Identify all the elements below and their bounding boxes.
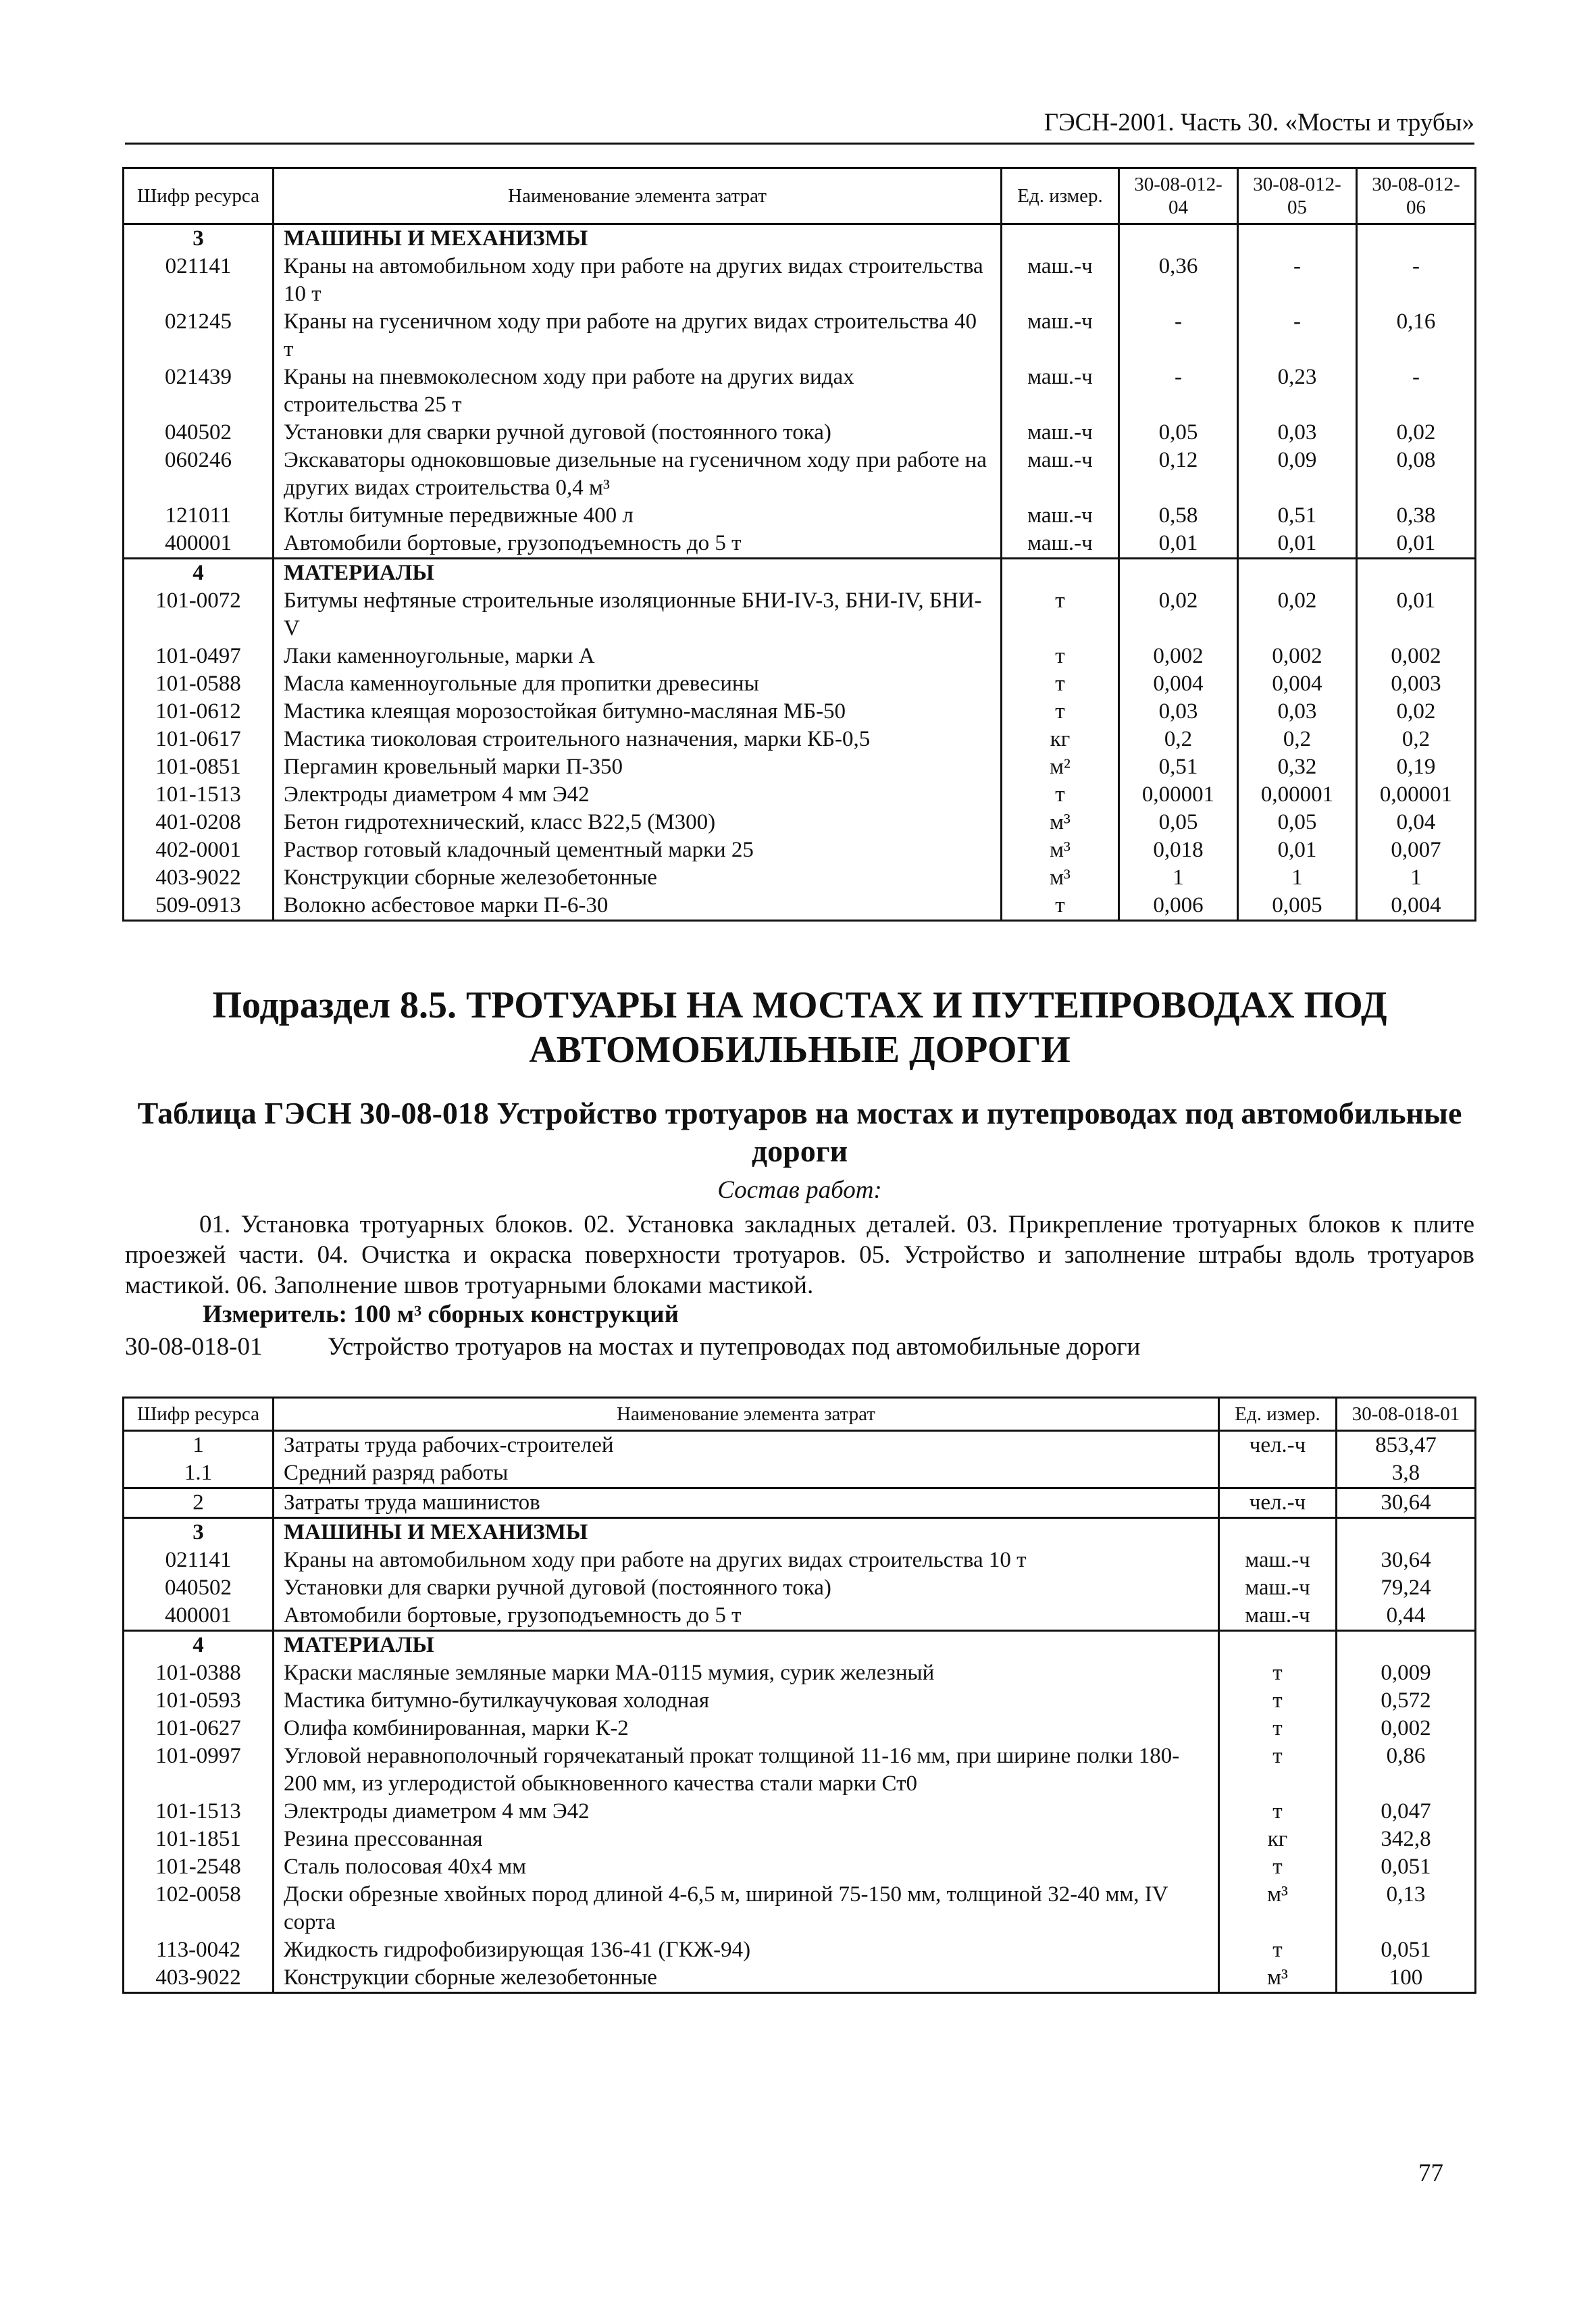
cell-code: 040502: [124, 1574, 274, 1602]
cell-unit: [1219, 1631, 1337, 1660]
cell-norm-1: 100: [1337, 1964, 1476, 1993]
cell-name: Электроды диаметром 4 мм Э42: [274, 781, 1002, 809]
cell-unit: т: [1002, 587, 1119, 643]
table-row: [124, 1546, 1476, 1574]
cell-norm-1: 0,018: [1119, 836, 1238, 864]
table-header-row: [124, 1398, 1476, 1431]
cell-norm-2: 0,005: [1238, 892, 1357, 921]
cell-norm-3: 0,04: [1357, 809, 1476, 836]
table-group: [124, 559, 1476, 921]
cell-name: МАТЕРИАЛЫ: [274, 1631, 1219, 1660]
cell-code: 2: [124, 1488, 274, 1518]
cell-norm-3: 0,02: [1357, 698, 1476, 726]
cell-unit: т: [1002, 670, 1119, 698]
cell-norm-1: 0,44: [1337, 1602, 1476, 1631]
cell-code: 101-0388: [124, 1659, 274, 1687]
cell-code: 021245: [124, 308, 274, 363]
cell-norm-3: 0,01: [1357, 530, 1476, 559]
table-group: [124, 1431, 1476, 1488]
cell-norm-1: 0,2: [1119, 726, 1238, 753]
subsection-title: Подраздел 8.5. ТРОТУАРЫ НА МОСТАХ И ПУТЕПРОВОДАХ ПОД АВТОМОБИЛЬНЫЕ ДОРОГИ: [212, 984, 1387, 1071]
cell-norm-3: 0,007: [1357, 836, 1476, 864]
cell-unit: [1219, 1518, 1337, 1547]
cell-norm-3: 0,02: [1357, 419, 1476, 447]
cell-norm-1: 0,05: [1119, 419, 1238, 447]
column-header-code: Шифр ресурса: [124, 1398, 274, 1431]
cell-norm-1: -: [1119, 363, 1238, 419]
cell-norm-1: 79,24: [1337, 1574, 1476, 1602]
cell-norm-3: 0,2: [1357, 726, 1476, 753]
cell-norm-1: 0,009: [1337, 1659, 1476, 1687]
work-composition-text: 01. Установка тротуарных блоков. 02. Установка закладных деталей. 03. Прикрепление тротуарных блоков к плите проезжей части. 04. Очистка и окраска поверхности тротуаров. 05. Устройство и заполнение штрабы вдоль тротуаров мастикой. 06. Заполнение швов тротуарными блоками мастикой.: [125, 1211, 1474, 1299]
cell-unit: м³: [1002, 809, 1119, 836]
table-group: [124, 1488, 1476, 1518]
cell-norm-1: 0,01: [1119, 530, 1238, 559]
table-row: [124, 1826, 1476, 1853]
cell-code: 101-0617: [124, 726, 274, 753]
cell-norm-3: 0,01: [1357, 587, 1476, 643]
cell-norm-3: 0,00001: [1357, 781, 1476, 809]
cell-code: 040502: [124, 419, 274, 447]
table-row: [124, 836, 1476, 864]
cell-name: Пергамин кровельный марки П-350: [274, 753, 1002, 781]
cell-unit: маш.-ч: [1219, 1546, 1337, 1574]
table-title: Таблица ГЭСН 30-08-018 Устройство тротуаров на мостах и путепроводах под автомобильные дороги: [137, 1096, 1462, 1168]
cell-norm-1: 30,64: [1337, 1546, 1476, 1574]
cell-norm-1: 0,00001: [1119, 781, 1238, 809]
cell-norm-2: 0,09: [1238, 447, 1357, 502]
table-row: [124, 447, 1476, 502]
cell-unit: т: [1002, 781, 1119, 809]
cell-unit: т: [1219, 1853, 1337, 1881]
cell-norm-3: 0,16: [1357, 308, 1476, 363]
cell-code: 4: [124, 1631, 274, 1660]
cell-code: 509-0913: [124, 892, 274, 921]
cell-code: 403-9022: [124, 1964, 274, 1993]
cell-name: МАШИНЫ И МЕХАНИЗМЫ: [274, 224, 1002, 253]
cell-name: Затраты труда рабочих-строителей: [274, 1431, 1219, 1460]
cell-unit: маш.-ч: [1219, 1602, 1337, 1631]
cell-norm-3: 0,19: [1357, 753, 1476, 781]
cell-code: 101-0593: [124, 1687, 274, 1715]
table-group: [124, 1518, 1476, 1631]
cell-norm-1: 0,051: [1337, 1936, 1476, 1964]
table-row: [124, 1574, 1476, 1602]
cell-unit: т: [1219, 1715, 1337, 1742]
cell-norm-2: 0,01: [1238, 836, 1357, 864]
table-row: [124, 726, 1476, 753]
cell-code: 1: [124, 1431, 274, 1460]
cell-name: Краски масляные земляные марки МА-0115 мумия, сурик железный: [274, 1659, 1219, 1687]
cell-norm-1: 0,02: [1119, 587, 1238, 643]
cell-name: Раствор готовый кладочный цементный марки 25: [274, 836, 1002, 864]
table-row: [124, 502, 1476, 530]
cell-name: Автомобили бортовые, грузоподъемность до 5 т: [274, 530, 1002, 559]
cell-code: 021439: [124, 363, 274, 419]
cell-norm-1: 0,36: [1119, 253, 1238, 308]
cell-unit: маш.-ч: [1002, 363, 1119, 419]
table-row: [124, 1853, 1476, 1881]
norm-name: Устройство тротуаров на мостах и путепроводах под автомобильные дороги: [328, 1333, 1141, 1361]
cell-norm-3: 0,38: [1357, 502, 1476, 530]
table-row: [124, 781, 1476, 809]
cell-name: Угловой неравнополочный горячекатаный прокат толщиной 11-16 мм, при ширине полки 180-200 мм, из углеродистой обыкновенного качества стали марки Ст0: [274, 1742, 1219, 1798]
cell-name: Мастика битумно-бутилкаучуковая холодная: [274, 1687, 1219, 1715]
cell-code: 101-2548: [124, 1853, 274, 1881]
cell-norm-3: -: [1357, 253, 1476, 308]
cell-unit: м³: [1002, 836, 1119, 864]
table-group: [124, 224, 1476, 559]
table-row: [124, 892, 1476, 921]
table-row: [124, 753, 1476, 781]
cell-code: 021141: [124, 253, 274, 308]
cell-unit: маш.-ч: [1002, 419, 1119, 447]
cell-name: Волокно асбестовое марки П-6-30: [274, 892, 1002, 921]
cell-norm-1: 0,006: [1119, 892, 1238, 921]
cell-unit: т: [1219, 1659, 1337, 1687]
cell-name: Краны на автомобильном ходу при работе на других видах строительства 10 т: [274, 1546, 1219, 1574]
cell-name: Доски обрезные хвойных пород длиной 4-6,5 м, шириной 75-150 мм, толщиной 32-40 мм, IV сорта: [274, 1881, 1219, 1936]
cell-code: 060246: [124, 447, 274, 502]
cell-norm-1: 0,51: [1119, 753, 1238, 781]
table-row: [124, 1602, 1476, 1631]
cell-norm-1: 0,03: [1119, 698, 1238, 726]
cell-name: Масла каменноугольные для пропитки древесины: [274, 670, 1002, 698]
cell-norm-2: -: [1238, 308, 1357, 363]
cell-norm-1: 0,004: [1119, 670, 1238, 698]
cell-code: 101-0851: [124, 753, 274, 781]
cell-norm-2: 0,01: [1238, 530, 1357, 559]
cell-unit: т: [1002, 643, 1119, 670]
cell-norm-2: 0,2: [1238, 726, 1357, 753]
cell-norm-1: 342,8: [1337, 1826, 1476, 1853]
cell-norm-2: 0,004: [1238, 670, 1357, 698]
cell-name: Битумы нефтяные строительные изоляционные БНИ-IV-3, БНИ-IV, БНИ-V: [274, 587, 1002, 643]
cell-unit: кг: [1219, 1826, 1337, 1853]
cell-name: Краны на пневмоколесном ходу при работе на других видах строительства 25 т: [274, 363, 1002, 419]
cell-name: Конструкции сборные железобетонные: [274, 864, 1002, 892]
cell-name: Мастика клеящая морозостойкая битумно-масляная МБ-50: [274, 698, 1002, 726]
cell-code: 101-1513: [124, 781, 274, 809]
cell-code: 400001: [124, 1602, 274, 1631]
page-number: 77: [1418, 2159, 1443, 2187]
running-header: [125, 108, 1474, 145]
table-header-row: [124, 168, 1476, 224]
cell-norm-1: 0,002: [1337, 1715, 1476, 1742]
norm-code: 30-08-018-01: [125, 1333, 263, 1361]
work-composition-label: Состав работ:: [717, 1176, 882, 1204]
cell-name: Мастика тиоколовая строительного назначения, марки КБ-0,5: [274, 726, 1002, 753]
column-header-unit: Ед. измер.: [1219, 1398, 1337, 1431]
column-header-norm-1: 30-08-018-01: [1337, 1398, 1476, 1431]
cell-norm-2: 0,00001: [1238, 781, 1357, 809]
cell-norm-1: 0,58: [1119, 502, 1238, 530]
cell-norm-1: 1: [1119, 864, 1238, 892]
cell-name: Сталь полосовая 40х4 мм: [274, 1853, 1219, 1881]
cell-unit: м³: [1219, 1964, 1337, 1993]
running-title: ГЭСН-2001. Часть 30. «Мосты и трубы»: [1044, 109, 1474, 136]
cell-code: 102-0058: [124, 1881, 274, 1936]
table-row: [124, 670, 1476, 698]
cell-norm-3: [1357, 224, 1476, 253]
cell-name: Олифа комбинированная, марки К-2: [274, 1715, 1219, 1742]
cell-name: Краны на гусеничном ходу при работе на других видах строительства 40 т: [274, 308, 1002, 363]
cell-norm-1: 0,12: [1119, 447, 1238, 502]
resource-table-012: [122, 167, 1476, 922]
cell-unit: [1219, 1459, 1337, 1488]
cell-name: Конструкции сборные железобетонные: [274, 1964, 1219, 1993]
cell-norm-2: 1: [1238, 864, 1357, 892]
table-row: [124, 1964, 1476, 1993]
cell-unit: [1002, 559, 1119, 588]
table-row: [124, 1881, 1476, 1936]
table-row: [124, 1715, 1476, 1742]
cell-name: МАТЕРИАЛЫ: [274, 559, 1002, 588]
cell-unit: т: [1219, 1798, 1337, 1826]
cell-unit: т: [1219, 1742, 1337, 1798]
cell-norm-3: 0,08: [1357, 447, 1476, 502]
column-header-code: Шифр ресурса: [124, 168, 274, 224]
cell-code: 402-0001: [124, 836, 274, 864]
cell-norm-2: 0,05: [1238, 809, 1357, 836]
table-row: [124, 1659, 1476, 1687]
cell-code: 101-1513: [124, 1798, 274, 1826]
table-row: [124, 809, 1476, 836]
cell-code: 101-0497: [124, 643, 274, 670]
cell-name: Установки для сварки ручной дуговой (постоянного тока): [274, 419, 1002, 447]
cell-code: 101-1851: [124, 1826, 274, 1853]
cell-norm-1: [1337, 1518, 1476, 1547]
cell-code: 021141: [124, 1546, 274, 1574]
cell-norm-1: 0,13: [1337, 1881, 1476, 1936]
cell-norm-1: 0,002: [1119, 643, 1238, 670]
cell-code: 101-0627: [124, 1715, 274, 1742]
cell-code: 113-0042: [124, 1936, 274, 1964]
table-row: [124, 1936, 1476, 1964]
cell-unit: маш.-ч: [1219, 1574, 1337, 1602]
table-row: [124, 1742, 1476, 1798]
table-row: [124, 1488, 1476, 1518]
cell-norm-1: 0,051: [1337, 1853, 1476, 1881]
cell-name: Электроды диаметром 4 мм Э42: [274, 1798, 1219, 1826]
cell-norm-3: 0,003: [1357, 670, 1476, 698]
cell-unit: чел.-ч: [1219, 1431, 1337, 1460]
column-header-name: Наименование элемента затрат: [274, 1398, 1219, 1431]
table-row: [124, 1687, 1476, 1715]
table-row: [124, 1431, 1476, 1460]
table-row: [124, 864, 1476, 892]
section-row: [124, 224, 1476, 253]
cell-code: 101-0072: [124, 587, 274, 643]
cell-code: 400001: [124, 530, 274, 559]
cell-name: Бетон гидротехнический, класс В22,5 (М300): [274, 809, 1002, 836]
cell-code: 101-0588: [124, 670, 274, 698]
cell-unit: маш.-ч: [1002, 308, 1119, 363]
cell-name: Котлы битумные передвижные 400 л: [274, 502, 1002, 530]
cell-norm-2: 0,23: [1238, 363, 1357, 419]
cell-code: 121011: [124, 502, 274, 530]
cell-name: Резина прессованная: [274, 1826, 1219, 1853]
cell-code: 4: [124, 559, 274, 588]
table-row: [124, 698, 1476, 726]
cell-name: МАШИНЫ И МЕХАНИЗМЫ: [274, 1518, 1219, 1547]
cell-name: Затраты труда машинистов: [274, 1488, 1219, 1518]
cell-name: Установки для сварки ручной дуговой (постоянного тока): [274, 1574, 1219, 1602]
cell-unit: чел.-ч: [1219, 1488, 1337, 1518]
cell-norm-2: 0,03: [1238, 419, 1357, 447]
table-row: [124, 643, 1476, 670]
cell-name: Экскаваторы одноковшовые дизельные на гусеничном ходу при работе на других видах строительства 0,4 м³: [274, 447, 1002, 502]
cell-unit: т: [1002, 892, 1119, 921]
cell-name: Лаки каменноугольные, марки А: [274, 643, 1002, 670]
cell-norm-3: -: [1357, 363, 1476, 419]
table-row: [124, 419, 1476, 447]
cell-norm-3: 0,002: [1357, 643, 1476, 670]
cell-norm-1: 3,8: [1337, 1459, 1476, 1488]
cell-name: Средний разряд работы: [274, 1459, 1219, 1488]
table-row: [124, 587, 1476, 643]
cell-norm-1: [1119, 224, 1238, 253]
table-row: [124, 1798, 1476, 1826]
cell-unit: маш.-ч: [1002, 502, 1119, 530]
table-row: [124, 308, 1476, 363]
cell-unit: маш.-ч: [1002, 530, 1119, 559]
cell-norm-1: [1337, 1631, 1476, 1660]
cell-unit: м³: [1219, 1881, 1337, 1936]
cell-unit: [1002, 224, 1119, 253]
cell-norm-1: 853,47: [1337, 1431, 1476, 1460]
cell-norm-2: [1238, 559, 1357, 588]
cell-norm-1: 30,64: [1337, 1488, 1476, 1518]
cell-code: 101-0997: [124, 1742, 274, 1798]
cell-code: 403-9022: [124, 864, 274, 892]
cell-unit: т: [1219, 1687, 1337, 1715]
cell-norm-2: -: [1238, 253, 1357, 308]
cell-code: 101-0612: [124, 698, 274, 726]
cell-code: 3: [124, 1518, 274, 1547]
cell-unit: т: [1002, 698, 1119, 726]
table-row: [124, 530, 1476, 559]
cell-code: 3: [124, 224, 274, 253]
cell-norm-2: 0,51: [1238, 502, 1357, 530]
measure-unit: Измеритель: 100 м³ сборных конструкций: [203, 1301, 679, 1328]
column-header-norm-1: 30-08-012-04: [1119, 168, 1238, 224]
cell-unit: маш.-ч: [1002, 253, 1119, 308]
cell-norm-2: 0,02: [1238, 587, 1357, 643]
cell-norm-1: 0,86: [1337, 1742, 1476, 1798]
column-header-unit: Ед. измер.: [1002, 168, 1119, 224]
cell-norm-1: -: [1119, 308, 1238, 363]
section-row: [124, 1518, 1476, 1547]
table-row: [124, 363, 1476, 419]
cell-norm-2: 0,03: [1238, 698, 1357, 726]
section-row: [124, 1631, 1476, 1660]
cell-norm-3: 0,004: [1357, 892, 1476, 921]
cell-unit: т: [1219, 1936, 1337, 1964]
section-row: [124, 559, 1476, 588]
cell-norm-3: 1: [1357, 864, 1476, 892]
column-header-norm-2: 30-08-012-05: [1238, 168, 1357, 224]
cell-name: Жидкость гидрофобизирующая 136-41 (ГКЖ-94): [274, 1936, 1219, 1964]
cell-code: 1.1: [124, 1459, 274, 1488]
cell-name: Краны на автомобильном ходу при работе на других видах строительства 10 т: [274, 253, 1002, 308]
cell-name: Автомобили бортовые, грузоподъемность до 5 т: [274, 1602, 1219, 1631]
cell-norm-1: 0,047: [1337, 1798, 1476, 1826]
cell-norm-3: [1357, 559, 1476, 588]
cell-unit: м²: [1002, 753, 1119, 781]
cell-unit: маш.-ч: [1002, 447, 1119, 502]
cell-norm-1: 0,05: [1119, 809, 1238, 836]
table-row: [124, 1459, 1476, 1488]
table-group: [124, 1631, 1476, 1993]
table-row: [124, 253, 1476, 308]
column-header-norm-3: 30-08-012-06: [1357, 168, 1476, 224]
norm-line: [125, 1332, 1140, 1361]
column-header-name: Наименование элемента затрат: [274, 168, 1002, 224]
cell-norm-2: [1238, 224, 1357, 253]
cell-norm-1: [1119, 559, 1238, 588]
cell-norm-2: 0,32: [1238, 753, 1357, 781]
cell-unit: м³: [1002, 864, 1119, 892]
cell-code: 401-0208: [124, 809, 274, 836]
resource-table-018: [122, 1397, 1476, 1994]
cell-norm-2: 0,002: [1238, 643, 1357, 670]
cell-norm-1: 0,572: [1337, 1687, 1476, 1715]
cell-unit: кг: [1002, 726, 1119, 753]
